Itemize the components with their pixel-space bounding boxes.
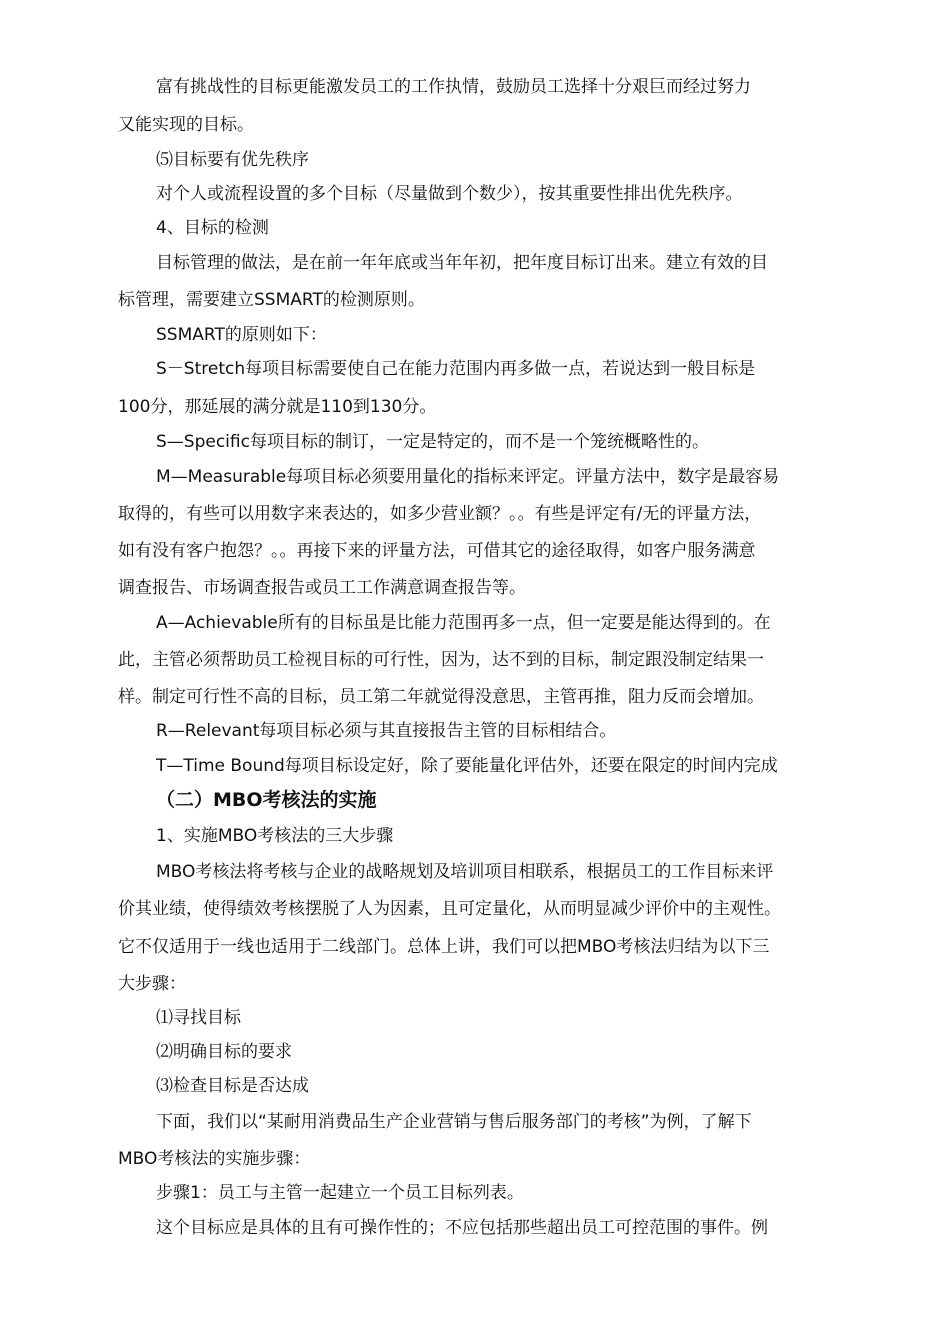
paragraph-line: 这个目标应是具体的且有可操作性的；不应包括那些超出员工可控范围的事件。例 bbox=[156, 1218, 768, 1238]
paragraph-line: 下面，我们以“某耐用消费品生产企业营销与售后服务部门的考核”为例，了解下 bbox=[156, 1112, 752, 1132]
paragraph-line: 又能实现的目标。 bbox=[118, 115, 254, 135]
paragraph-line: SSMART的原则如下： bbox=[156, 325, 327, 345]
paragraph-line: MBO考核法的实施步骤： bbox=[118, 1149, 311, 1169]
paragraph-line: A—Achievable所有的目标虽是比能力范围再多一点，但一定要是能达得到的。在 bbox=[156, 613, 771, 633]
paragraph-line: 100分，那延展的满分就是110到130分。 bbox=[118, 397, 437, 417]
paragraph-line: 价其业绩，使得绩效考核摆脱了人为因素，且可定量化，从而明显减少评价中的主观性。 bbox=[118, 899, 781, 919]
list-item: ⑵明确目标的要求 bbox=[156, 1042, 292, 1062]
paragraph-line: M—Measurable每项目标必须要用量化的指标来评定。评量方法中，数字是最容易 bbox=[156, 467, 780, 487]
list-item: ⑴寻找目标 bbox=[156, 1008, 241, 1028]
list-item: ⑸目标要有优先秩序 bbox=[156, 150, 309, 170]
paragraph-line: 如有没有客户抱怨？。。再接下来的评量方法，可借其它的途径取得，如客户服务满意 bbox=[118, 541, 756, 561]
section-subheading: 4、目标的检测 bbox=[156, 218, 269, 238]
paragraph-line: S－Stretch每项目标需要使自己在能力范围内再多做一点，若说达到一般目标是 bbox=[156, 359, 756, 379]
paragraph-line: 步骤1：员工与主管一起建立一个员工目标列表。 bbox=[156, 1183, 524, 1203]
paragraph-line: 样。制定可行性不高的目标，员工第二年就觉得没意思，主管再推，阻力反而会增加。 bbox=[118, 687, 764, 707]
paragraph-line: 大步骤： bbox=[118, 974, 186, 994]
paragraph-line: 调查报告、市场调查报告或员工工作满意调查报告等。 bbox=[118, 578, 526, 598]
paragraph-line: 标管理，需要建立SSMART的检测原则。 bbox=[118, 290, 425, 310]
list-item: ⑶检查目标是否达成 bbox=[156, 1076, 309, 1096]
paragraph-line: R—Relevant每项目标必须与其直接报告主管的目标相结合。 bbox=[156, 721, 617, 741]
paragraph-line: 它不仅适用于一线也适用于二线部门。总体上讲，我们可以把MBO考核法归结为以下三 bbox=[118, 937, 770, 957]
paragraph-line: 富有挑战性的目标更能激发员工的工作执情，鼓励员工选择十分艰巨而经过努力 bbox=[156, 77, 751, 97]
paragraph-line: 目标管理的做法，是在前一年年底或当年年初，把年度目标订出来。建立有效的目 bbox=[156, 253, 768, 273]
paragraph-line: 取得的，有些可以用数字来表达的，如多少营业额？。。有些是评定有/无的评量方法， bbox=[118, 504, 762, 524]
paragraph-line: MBO考核法将考核与企业的战略规划及培训项目相联系，根据员工的工作目标来评 bbox=[156, 862, 774, 882]
section-subheading: 1、实施MBO考核法的三大步骤 bbox=[156, 826, 394, 846]
paragraph-line: S—Specific每项目标的制订，一定是特定的，而不是一个笼统概略性的。 bbox=[156, 432, 709, 452]
paragraph-line: T—Time Bound每项目标设定好，除了要能量化评估外，还要在限定的时间内完成 bbox=[156, 756, 778, 776]
paragraph-line: 对个人或流程设置的多个目标（尽量做到个数少），按其重要性排出优先秩序。 bbox=[156, 184, 743, 204]
section-heading: （二）MBO考核法的实施 bbox=[156, 789, 377, 811]
paragraph-line: 此，主管必须帮助员工检视目标的可行性，因为，达不到的目标，制定跟没制定结果一 bbox=[118, 650, 764, 670]
